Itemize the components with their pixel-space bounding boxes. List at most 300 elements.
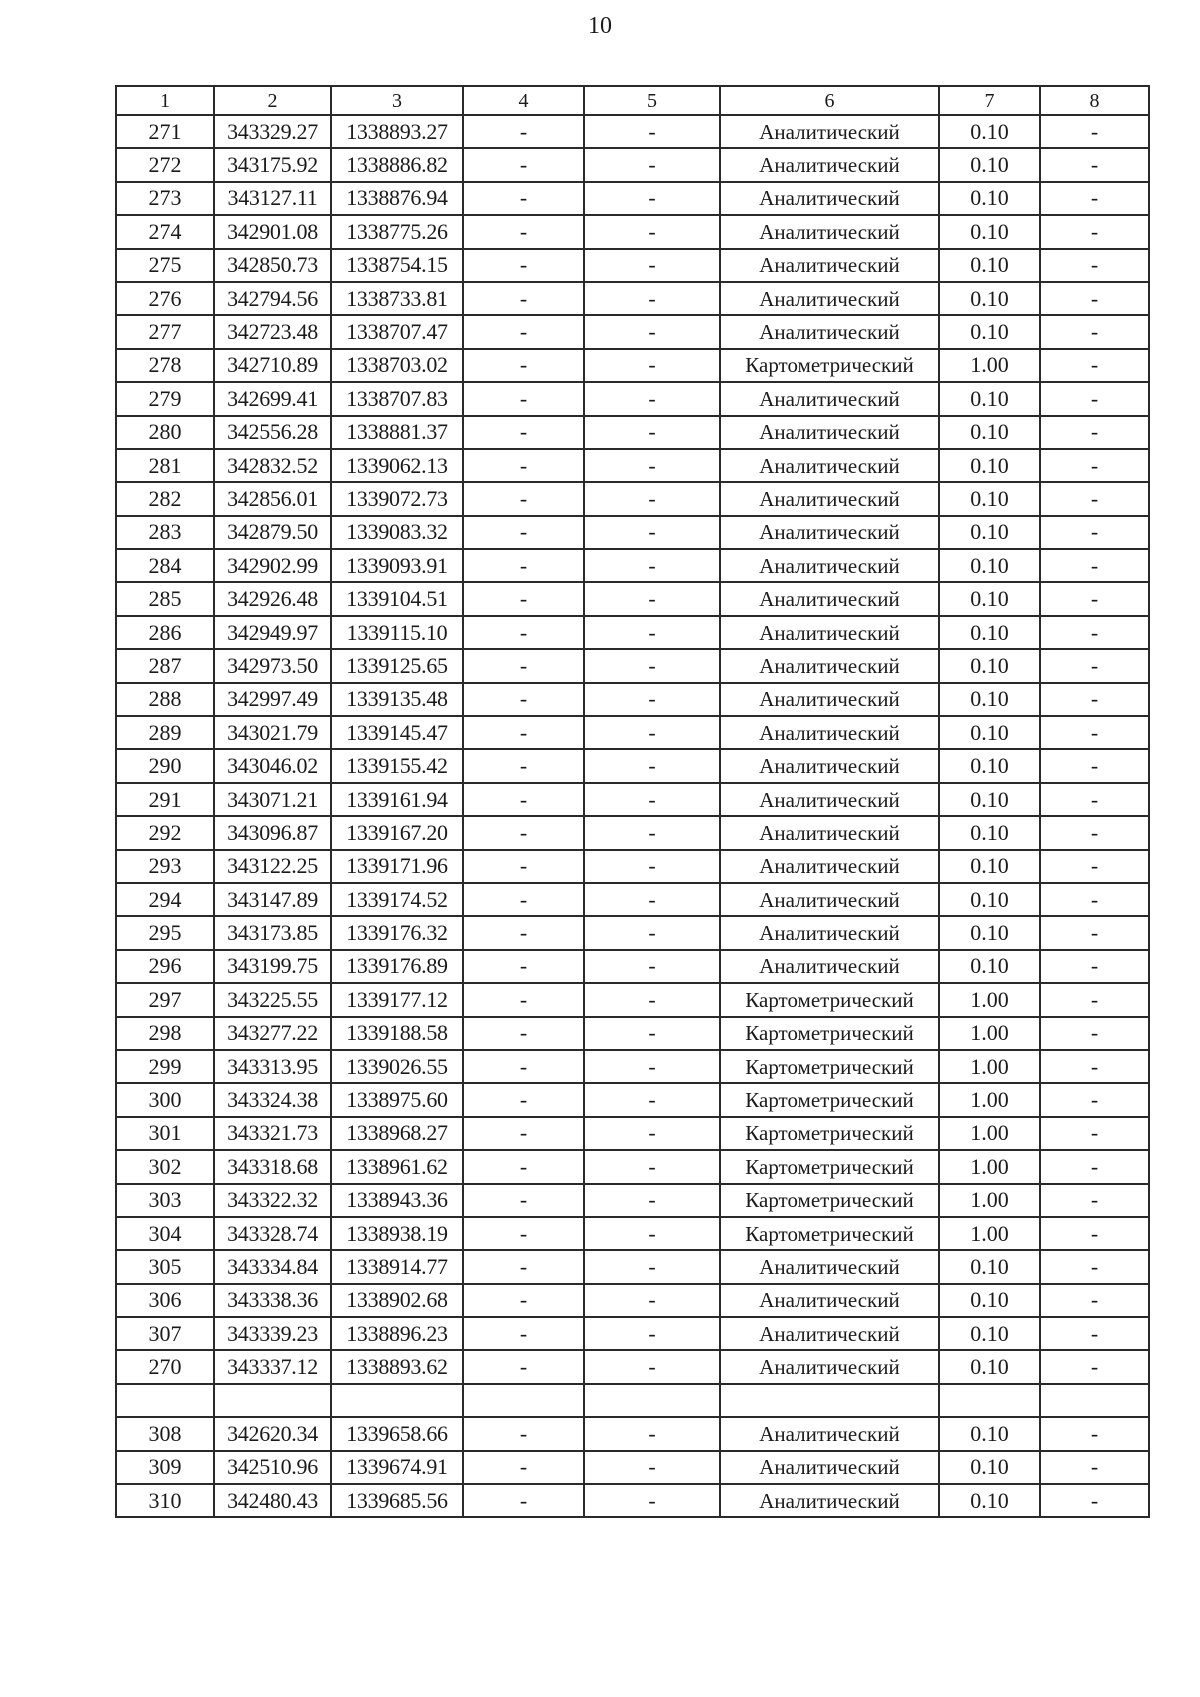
cell-point-number	[116, 1384, 214, 1417]
table-row	[116, 115, 1149, 148]
column-header-8: 8	[1040, 86, 1149, 115]
table-row	[116, 382, 1149, 415]
cell-y-coordinate: 1339685.56	[331, 1484, 463, 1517]
cell-method: Аналитический	[720, 749, 939, 782]
cell-accuracy: 0.10	[939, 215, 1040, 248]
cell-point-number: 302	[116, 1150, 214, 1183]
cell-col-8: -	[1040, 1317, 1149, 1350]
cell-method: Аналитический	[720, 950, 939, 983]
cell-col-4: -	[463, 315, 584, 348]
table-body	[116, 115, 1149, 1517]
cell-col-5: -	[584, 315, 720, 348]
cell-col-8: -	[1040, 315, 1149, 348]
cell-col-4: -	[463, 215, 584, 248]
cell-col-8: -	[1040, 816, 1149, 849]
cell-x-coordinate: 343277.22	[214, 1017, 331, 1050]
cell-col-5: -	[584, 148, 720, 181]
cell-accuracy: 0.10	[939, 482, 1040, 515]
cell-method: Аналитический	[720, 382, 939, 415]
cell-x-coordinate: 343324.38	[214, 1083, 331, 1116]
cell-method: Картометрический	[720, 1117, 939, 1150]
cell-y-coordinate: 1339188.58	[331, 1017, 463, 1050]
cell-col-4: -	[463, 349, 584, 382]
cell-point-number: 284	[116, 549, 214, 582]
cell-method: Аналитический	[720, 482, 939, 515]
cell-col-4: -	[463, 950, 584, 983]
table-row	[116, 215, 1149, 248]
cell-col-4: -	[463, 582, 584, 615]
cell-x-coordinate: 342997.49	[214, 683, 331, 716]
cell-method: Аналитический	[720, 315, 939, 348]
cell-col-8: -	[1040, 1117, 1149, 1150]
cell-y-coordinate: 1338943.36	[331, 1184, 463, 1217]
cell-col-4: -	[463, 783, 584, 816]
table-row	[116, 1217, 1149, 1250]
cell-accuracy: 0.10	[939, 1250, 1040, 1283]
cell-col-4: -	[463, 1350, 584, 1383]
cell-x-coordinate: 342879.50	[214, 516, 331, 549]
cell-col-5	[584, 1384, 720, 1417]
cell-col-8: -	[1040, 616, 1149, 649]
table-row	[116, 616, 1149, 649]
cell-x-coordinate: 342973.50	[214, 649, 331, 682]
cell-col-5: -	[584, 616, 720, 649]
column-header-1: 1	[116, 86, 214, 115]
cell-col-4: -	[463, 683, 584, 716]
cell-col-5: -	[584, 783, 720, 816]
cell-col-4: -	[463, 1017, 584, 1050]
cell-col-5: -	[584, 950, 720, 983]
cell-col-4: -	[463, 115, 584, 148]
cell-y-coordinate: 1339177.12	[331, 983, 463, 1016]
cell-col-4: -	[463, 1317, 584, 1350]
cell-col-8: -	[1040, 916, 1149, 949]
cell-method: Аналитический	[720, 850, 939, 883]
cell-col-8: -	[1040, 482, 1149, 515]
cell-accuracy: 0.10	[939, 449, 1040, 482]
cell-accuracy: 0.10	[939, 549, 1040, 582]
cell-col-8: -	[1040, 783, 1149, 816]
cell-point-number: 277	[116, 315, 214, 348]
column-header-3: 3	[331, 86, 463, 115]
cell-method: Аналитический	[720, 182, 939, 215]
cell-col-8: -	[1040, 449, 1149, 482]
cell-col-8: -	[1040, 182, 1149, 215]
cell-y-coordinate: 1338754.15	[331, 249, 463, 282]
cell-y-coordinate: 1338902.68	[331, 1284, 463, 1317]
cell-col-5: -	[584, 1417, 720, 1450]
cell-col-4: -	[463, 1150, 584, 1183]
cell-y-coordinate: 1339115.10	[331, 616, 463, 649]
cell-method: Аналитический	[720, 115, 939, 148]
cell-y-coordinate: 1339026.55	[331, 1050, 463, 1083]
cell-col-4	[463, 1384, 584, 1417]
cell-col-4: -	[463, 883, 584, 916]
cell-col-8: -	[1040, 349, 1149, 382]
cell-y-coordinate: 1338968.27	[331, 1117, 463, 1150]
cell-point-number: 309	[116, 1451, 214, 1484]
cell-method: Картометрический	[720, 1150, 939, 1183]
cell-x-coordinate: 342832.52	[214, 449, 331, 482]
table-row	[116, 349, 1149, 382]
cell-col-4: -	[463, 1250, 584, 1283]
table-row	[116, 683, 1149, 716]
column-header-4: 4	[463, 86, 584, 115]
cell-col-5: -	[584, 249, 720, 282]
cell-method: Аналитический	[720, 1484, 939, 1517]
cell-accuracy: 0.10	[939, 1284, 1040, 1317]
cell-accuracy: 0.10	[939, 315, 1040, 348]
cell-col-5: -	[584, 649, 720, 682]
table-header-row	[116, 86, 1149, 115]
cell-point-number: 297	[116, 983, 214, 1016]
table-row	[116, 1417, 1149, 1450]
cell-col-4: -	[463, 1284, 584, 1317]
cell-y-coordinate: 1339161.94	[331, 783, 463, 816]
cell-y-coordinate: 1338707.83	[331, 382, 463, 415]
cell-method: Аналитический	[720, 1350, 939, 1383]
cell-x-coordinate: 343147.89	[214, 883, 331, 916]
cell-col-4: -	[463, 816, 584, 849]
cell-col-4: -	[463, 749, 584, 782]
cell-method: Аналитический	[720, 816, 939, 849]
table-row	[116, 1184, 1149, 1217]
page-number: 10	[588, 13, 612, 39]
cell-col-5: -	[584, 1117, 720, 1150]
cell-x-coordinate: 343021.79	[214, 716, 331, 749]
cell-y-coordinate: 1338775.26	[331, 215, 463, 248]
cell-accuracy: 0.10	[939, 1484, 1040, 1517]
cell-method: Аналитический	[720, 148, 939, 181]
cell-col-4: -	[463, 716, 584, 749]
cell-method: Картометрический	[720, 1184, 939, 1217]
cell-col-8: -	[1040, 683, 1149, 716]
cell-col-4: -	[463, 516, 584, 549]
cell-accuracy: 0.10	[939, 749, 1040, 782]
cell-col-5: -	[584, 215, 720, 248]
cell-y-coordinate: 1339674.91	[331, 1451, 463, 1484]
cell-col-4: -	[463, 282, 584, 315]
cell-point-number: 270	[116, 1350, 214, 1383]
cell-accuracy: 0.10	[939, 1417, 1040, 1450]
table-row	[116, 1384, 1149, 1417]
table-row	[116, 1017, 1149, 1050]
cell-accuracy: 0.10	[939, 516, 1040, 549]
cell-point-number: 274	[116, 215, 214, 248]
cell-col-5: -	[584, 449, 720, 482]
cell-col-8: -	[1040, 1250, 1149, 1283]
cell-x-coordinate: 343313.95	[214, 1050, 331, 1083]
cell-col-5: -	[584, 1083, 720, 1116]
cell-x-coordinate	[214, 1384, 331, 1417]
cell-point-number: 298	[116, 1017, 214, 1050]
cell-method: Аналитический	[720, 416, 939, 449]
cell-col-4: -	[463, 649, 584, 682]
cell-col-8: -	[1040, 1184, 1149, 1217]
cell-point-number: 292	[116, 816, 214, 849]
cell-accuracy: 1.00	[939, 1150, 1040, 1183]
cell-x-coordinate: 343334.84	[214, 1250, 331, 1283]
cell-accuracy: 1.00	[939, 349, 1040, 382]
cell-y-coordinate: 1339176.89	[331, 950, 463, 983]
cell-x-coordinate: 343337.12	[214, 1350, 331, 1383]
cell-accuracy: 0.10	[939, 249, 1040, 282]
cell-col-4: -	[463, 983, 584, 1016]
cell-col-8: -	[1040, 716, 1149, 749]
cell-col-8: -	[1040, 115, 1149, 148]
cell-accuracy: 1.00	[939, 983, 1040, 1016]
cell-method: Аналитический	[720, 1284, 939, 1317]
cell-accuracy: 0.10	[939, 1317, 1040, 1350]
cell-point-number: 296	[116, 950, 214, 983]
cell-col-8: -	[1040, 883, 1149, 916]
table-row	[116, 883, 1149, 916]
cell-col-4: -	[463, 1417, 584, 1450]
cell-method: Аналитический	[720, 249, 939, 282]
table-row	[116, 983, 1149, 1016]
cell-accuracy: 1.00	[939, 1217, 1040, 1250]
cell-col-8: -	[1040, 549, 1149, 582]
cell-method: Аналитический	[720, 1417, 939, 1450]
cell-accuracy: 0.10	[939, 382, 1040, 415]
cell-x-coordinate: 343122.25	[214, 850, 331, 883]
cell-col-4: -	[463, 1184, 584, 1217]
table-row	[116, 916, 1149, 949]
table-row	[116, 716, 1149, 749]
cell-method: Аналитический	[720, 649, 939, 682]
cell-accuracy: 1.00	[939, 1184, 1040, 1217]
cell-x-coordinate: 343322.32	[214, 1184, 331, 1217]
cell-point-number: 301	[116, 1117, 214, 1150]
cell-x-coordinate: 342902.99	[214, 549, 331, 582]
cell-col-8: -	[1040, 1484, 1149, 1517]
cell-y-coordinate: 1339167.20	[331, 816, 463, 849]
cell-accuracy: 0.10	[939, 916, 1040, 949]
cell-method: Аналитический	[720, 616, 939, 649]
table-row	[116, 816, 1149, 849]
coordinates-table	[115, 85, 1150, 1518]
cell-col-4: -	[463, 616, 584, 649]
cell-col-4: -	[463, 1050, 584, 1083]
cell-col-5: -	[584, 1484, 720, 1517]
cell-col-8: -	[1040, 1451, 1149, 1484]
cell-col-5: -	[584, 182, 720, 215]
cell-accuracy: 0.10	[939, 182, 1040, 215]
column-header-2: 2	[214, 86, 331, 115]
cell-x-coordinate: 342620.34	[214, 1417, 331, 1450]
cell-point-number: 286	[116, 616, 214, 649]
cell-col-8: -	[1040, 850, 1149, 883]
cell-method: Картометрический	[720, 1050, 939, 1083]
cell-y-coordinate: 1338896.23	[331, 1317, 463, 1350]
cell-col-8: -	[1040, 148, 1149, 181]
cell-x-coordinate: 343175.92	[214, 148, 331, 181]
cell-col-5: -	[584, 1451, 720, 1484]
cell-col-5: -	[584, 516, 720, 549]
cell-accuracy: 0.10	[939, 115, 1040, 148]
cell-col-8: -	[1040, 249, 1149, 282]
cell-col-8: -	[1040, 1350, 1149, 1383]
cell-accuracy	[939, 1384, 1040, 1417]
table-row	[116, 148, 1149, 181]
cell-col-4: -	[463, 148, 584, 181]
cell-point-number: 291	[116, 783, 214, 816]
cell-col-8: -	[1040, 382, 1149, 415]
cell-y-coordinate: 1338876.94	[331, 182, 463, 215]
cell-y-coordinate: 1339062.13	[331, 449, 463, 482]
cell-method: Аналитический	[720, 582, 939, 615]
cell-x-coordinate: 342794.56	[214, 282, 331, 315]
table-row	[116, 1451, 1149, 1484]
cell-x-coordinate: 342856.01	[214, 482, 331, 515]
cell-col-5: -	[584, 482, 720, 515]
cell-col-5: -	[584, 683, 720, 716]
cell-col-8: -	[1040, 1417, 1149, 1450]
cell-col-4: -	[463, 549, 584, 582]
cell-col-4: -	[463, 482, 584, 515]
table-row	[116, 1350, 1149, 1383]
cell-col-5: -	[584, 382, 720, 415]
cell-x-coordinate: 343225.55	[214, 983, 331, 1016]
cell-y-coordinate: 1338893.27	[331, 115, 463, 148]
cell-point-number: 281	[116, 449, 214, 482]
cell-accuracy: 0.10	[939, 883, 1040, 916]
cell-point-number: 306	[116, 1284, 214, 1317]
cell-point-number: 308	[116, 1417, 214, 1450]
cell-col-8	[1040, 1384, 1149, 1417]
table-row	[116, 1050, 1149, 1083]
cell-col-5: -	[584, 983, 720, 1016]
cell-col-5: -	[584, 1317, 720, 1350]
table-row	[116, 182, 1149, 215]
table-row	[116, 1150, 1149, 1183]
cell-col-5: -	[584, 916, 720, 949]
cell-y-coordinate: 1338938.19	[331, 1217, 463, 1250]
cell-x-coordinate: 343318.68	[214, 1150, 331, 1183]
cell-x-coordinate: 342901.08	[214, 215, 331, 248]
cell-accuracy: 1.00	[939, 1017, 1040, 1050]
cell-method: Картометрический	[720, 983, 939, 1016]
cell-col-4: -	[463, 249, 584, 282]
cell-col-5: -	[584, 416, 720, 449]
cell-x-coordinate: 342723.48	[214, 315, 331, 348]
cell-col-5: -	[584, 1350, 720, 1383]
cell-y-coordinate: 1339104.51	[331, 582, 463, 615]
cell-col-5: -	[584, 1184, 720, 1217]
cell-point-number: 300	[116, 1083, 214, 1116]
cell-method: Картометрический	[720, 1217, 939, 1250]
cell-col-8: -	[1040, 582, 1149, 615]
cell-accuracy: 0.10	[939, 850, 1040, 883]
cell-accuracy: 1.00	[939, 1083, 1040, 1116]
cell-method: Картометрический	[720, 1017, 939, 1050]
cell-col-4: -	[463, 382, 584, 415]
cell-point-number: 271	[116, 115, 214, 148]
cell-point-number: 278	[116, 349, 214, 382]
cell-point-number: 279	[116, 382, 214, 415]
cell-col-8: -	[1040, 749, 1149, 782]
cell-col-4: -	[463, 850, 584, 883]
cell-point-number: 287	[116, 649, 214, 682]
cell-y-coordinate: 1338975.60	[331, 1083, 463, 1116]
cell-col-8: -	[1040, 1050, 1149, 1083]
cell-y-coordinate: 1338733.81	[331, 282, 463, 315]
cell-accuracy: 0.10	[939, 716, 1040, 749]
table-row	[116, 850, 1149, 883]
cell-col-5: -	[584, 883, 720, 916]
table-row	[116, 516, 1149, 549]
table-row	[116, 282, 1149, 315]
table-row	[116, 1284, 1149, 1317]
cell-accuracy: 0.10	[939, 816, 1040, 849]
cell-y-coordinate: 1338961.62	[331, 1150, 463, 1183]
cell-method: Аналитический	[720, 1451, 939, 1484]
cell-col-5: -	[584, 282, 720, 315]
table-row	[116, 582, 1149, 615]
table-row	[116, 649, 1149, 682]
cell-col-5: -	[584, 1284, 720, 1317]
cell-col-4: -	[463, 1217, 584, 1250]
cell-col-8: -	[1040, 1284, 1149, 1317]
cell-col-8: -	[1040, 516, 1149, 549]
cell-x-coordinate: 342926.48	[214, 582, 331, 615]
cell-x-coordinate: 343046.02	[214, 749, 331, 782]
cell-col-5: -	[584, 582, 720, 615]
table-row	[116, 783, 1149, 816]
cell-col-4: -	[463, 1484, 584, 1517]
cell-y-coordinate: 1339174.52	[331, 883, 463, 916]
cell-col-8: -	[1040, 416, 1149, 449]
cell-point-number: 293	[116, 850, 214, 883]
cell-col-8: -	[1040, 983, 1149, 1016]
cell-y-coordinate: 1338886.82	[331, 148, 463, 181]
cell-method: Аналитический	[720, 215, 939, 248]
cell-col-5: -	[584, 1050, 720, 1083]
cell-x-coordinate: 343321.73	[214, 1117, 331, 1150]
cell-method: Картометрический	[720, 1083, 939, 1116]
cell-y-coordinate: 1338914.77	[331, 1250, 463, 1283]
cell-x-coordinate: 343338.36	[214, 1284, 331, 1317]
cell-col-5: -	[584, 1150, 720, 1183]
table-row	[116, 449, 1149, 482]
cell-method: Аналитический	[720, 783, 939, 816]
cell-point-number: 283	[116, 516, 214, 549]
table-row	[116, 950, 1149, 983]
table-row	[116, 249, 1149, 282]
cell-method: Аналитический	[720, 1317, 939, 1350]
cell-x-coordinate: 342699.41	[214, 382, 331, 415]
cell-col-5: -	[584, 716, 720, 749]
cell-x-coordinate: 343199.75	[214, 950, 331, 983]
cell-col-5: -	[584, 850, 720, 883]
cell-x-coordinate: 343096.87	[214, 816, 331, 849]
cell-col-4: -	[463, 449, 584, 482]
cell-accuracy: 0.10	[939, 582, 1040, 615]
cell-y-coordinate: 1338881.37	[331, 416, 463, 449]
cell-col-4: -	[463, 1083, 584, 1116]
cell-point-number: 272	[116, 148, 214, 181]
cell-col-8: -	[1040, 1150, 1149, 1183]
cell-method: Аналитический	[720, 449, 939, 482]
cell-y-coordinate: 1339155.42	[331, 749, 463, 782]
column-header-6: 6	[720, 86, 939, 115]
table-row	[116, 1484, 1149, 1517]
cell-method: Картометрический	[720, 349, 939, 382]
cell-point-number: 299	[116, 1050, 214, 1083]
cell-point-number: 288	[116, 683, 214, 716]
cell-x-coordinate: 343339.23	[214, 1317, 331, 1350]
cell-y-coordinate: 1339658.66	[331, 1417, 463, 1450]
